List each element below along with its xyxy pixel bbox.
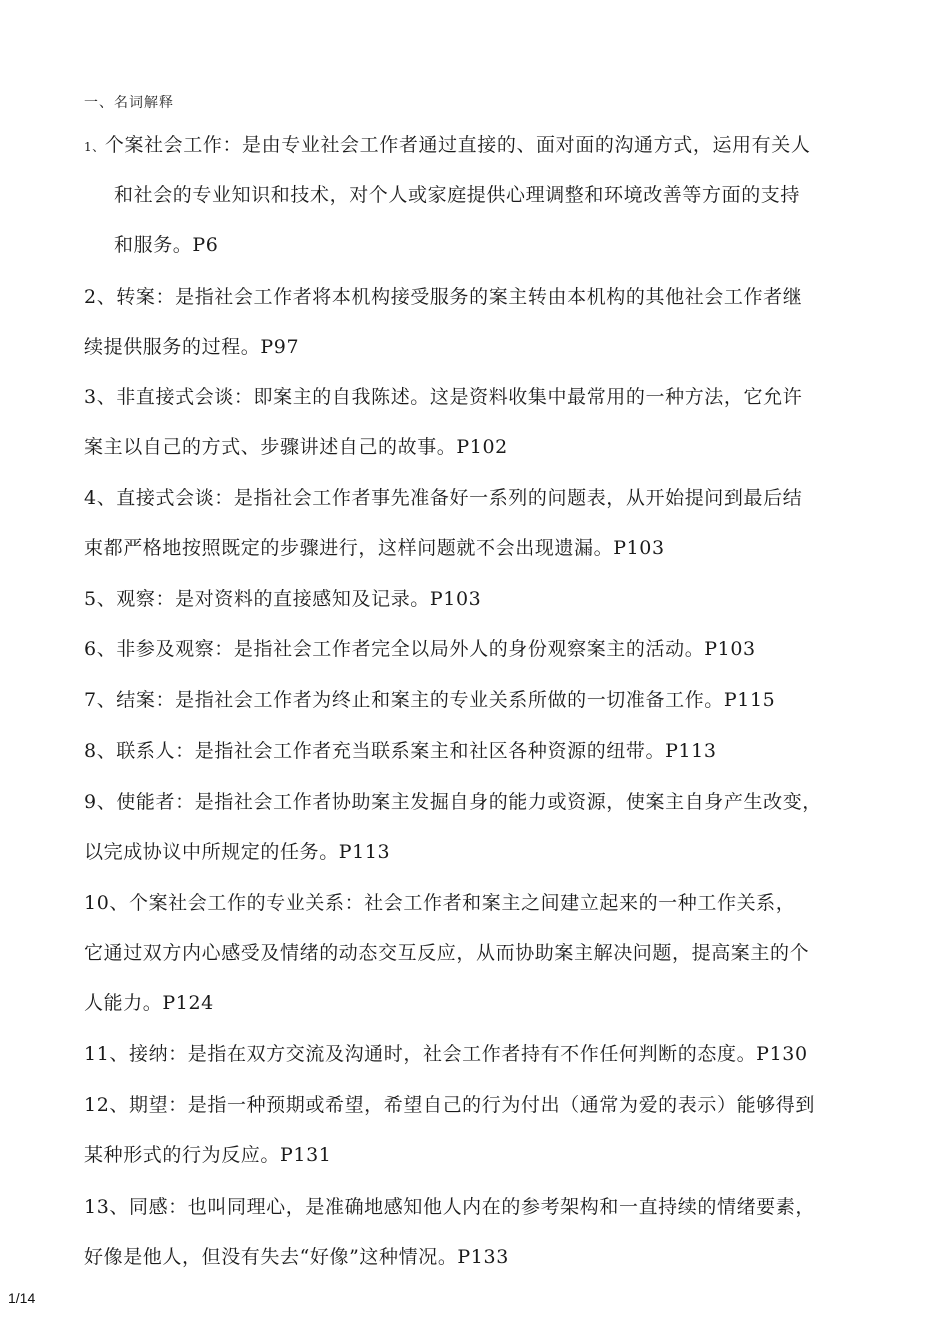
- entry-10-line-2: 它通过双方内心感受及情绪的动态交互反应，从而协助案主解决问题，提高案主的个: [84, 942, 810, 964]
- entry-3-line-1: 3、非直接式会谈：即案主的自我陈述。这是资料收集中最常用的一种方法，它允许: [84, 386, 803, 408]
- entry-8-line-1: 8、联系人：是指社会工作者充当联系案主和社区各种资源的纽带。P113: [84, 740, 717, 762]
- entry-6-line-1: 6、非参及观察：是指社会工作者完全以局外人的身份观察案主的活动。P103: [84, 638, 756, 660]
- entry-1-line-2: 和社会的专业知识和技术，对个人或家庭提供心理调整和环境改善等方面的支持: [114, 184, 801, 206]
- entry-10-line-1: 10、个案社会工作的专业关系：社会工作者和案主之间建立起来的一种工作关系，: [84, 892, 796, 914]
- entry-2-line-2: 续提供服务的过程。P97: [84, 336, 300, 358]
- entry-13-line-1: 13、同感：也叫同理心，是准确地感知他人内在的参考架构和一直持续的情绪要素，: [84, 1196, 815, 1218]
- entry-4-line-1: 4、直接式会谈：是指社会工作者事先准备好一系列的问题表，从开始提问到最后结: [84, 487, 803, 509]
- entry-13-line-2: 好像是他人，但没有失去“好像”这种情况。P133: [84, 1246, 509, 1268]
- entry-4-line-2: 束都严格地按照既定的步骤进行，这样问题就不会出现遗漏。P103: [84, 537, 665, 559]
- entry-9-line-1: 9、使能者：是指社会工作者协助案主发掘自身的能力或资源，使案主自身产生改变，: [84, 791, 822, 813]
- page-indicator: 1/14: [8, 1290, 36, 1306]
- entry-1-line-3: 和服务。P6: [114, 234, 219, 256]
- entry-2-line-1: 2、转案：是指社会工作者将本机构接受服务的案主转由本机构的其他社会工作者继: [84, 286, 803, 308]
- entry-1-text-1: 个案社会工作：是由专业社会工作者通过直接的、面对面的沟通方式，运用有关人: [104, 134, 811, 156]
- entry-7-line-1: 7、结案：是指社会工作者为终止和案主的专业关系所做的一切准备工作。P115: [84, 689, 776, 711]
- entry-5-line-1: 5、观察：是对资料的直接感知及记录。P103: [84, 588, 482, 610]
- entry-12-line-2: 某种形式的行为反应。P131: [84, 1144, 332, 1166]
- entry-11-line-1: 11、接纳：是指在双方交流及沟通时，社会工作者持有不作任何判断的态度。P130: [84, 1043, 808, 1065]
- section-title: 一、名词解释: [84, 95, 174, 111]
- entry-1-line-1: [84, 131, 810, 161]
- entry-12-line-1: 12、期望：是指一种预期或希望，希望自己的行为付出（通常为爱的表示）能够得到: [84, 1094, 815, 1116]
- entry-3-line-2: 案主以自己的方式、步骤讲述自己的故事。P102: [84, 436, 508, 458]
- entry-10-line-3: 人能力。P124: [84, 992, 214, 1014]
- entry-1-number: 1、: [84, 140, 105, 154]
- entry-9-line-2: 以完成协议中所规定的任务。P113: [84, 841, 391, 863]
